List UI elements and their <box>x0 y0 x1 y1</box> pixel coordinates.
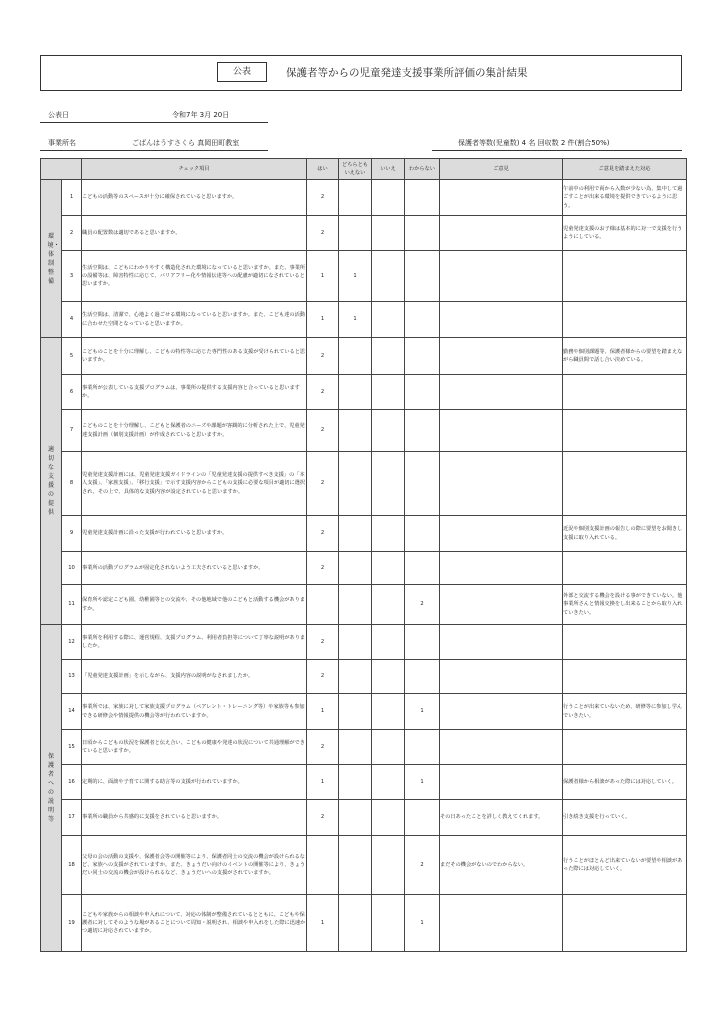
neither-count <box>339 694 372 730</box>
no-count <box>372 625 405 660</box>
opinion-text <box>440 552 563 585</box>
neither-count <box>339 625 372 660</box>
header-response: ご意見を踏まえた対応 <box>563 159 687 180</box>
neither-count <box>339 552 372 585</box>
response-text <box>563 452 687 516</box>
yes-count: 2 <box>307 338 339 375</box>
response-text: 近況や個別支援計画の報告しの際に要望をお聞きし支援に取り入れている。 <box>563 516 687 552</box>
row-number: 8 <box>62 452 82 516</box>
row-number: 1 <box>62 180 82 216</box>
check-item-text: 生活空間は、清潔で、心地よく過ごせる環境になっていると思いますか。また、こども達の活動に合わせた空間となっていると思いますか。 <box>82 302 307 338</box>
response-text <box>563 552 687 585</box>
response-text <box>563 302 687 338</box>
opinion-text <box>440 516 563 552</box>
no-count <box>372 375 405 410</box>
unknown-count <box>405 660 440 694</box>
yes-count: 2 <box>307 180 339 216</box>
row-number: 14 <box>62 694 82 730</box>
unknown-count <box>405 552 440 585</box>
check-item-text: 保育所や認定こども園、幼稚園等との交流や、その他地域で他のこどもと活動する機会がありますか。 <box>82 585 307 625</box>
header-check-item: チェック項目 <box>82 159 307 180</box>
no-count <box>372 552 405 585</box>
neither-count <box>339 452 372 516</box>
no-count <box>372 251 405 302</box>
yes-count: 2 <box>307 660 339 694</box>
check-item-text: こどもや家族からの相談や申入れについて、対応の体制が整備されているとともに、こどもや保護者に対してそのような場があることについて周知・説明され、相談や申入れをした際に迅速かつ適切に対応されていますか。 <box>82 895 307 952</box>
header-unknown: わからない <box>405 159 440 180</box>
opinion-text <box>440 180 563 216</box>
check-item-text: 職員の配置数は適切であると思いますか。 <box>82 216 307 251</box>
yes-count: 1 <box>307 251 339 302</box>
opinion-text: その日あったことを詳しく教えてくれます。 <box>440 800 563 836</box>
table-row <box>41 251 687 302</box>
category-label: 環境・体制整備 <box>47 232 60 285</box>
table-row <box>41 216 687 251</box>
unknown-count <box>405 375 440 410</box>
neither-count <box>339 375 372 410</box>
no-count <box>372 836 405 895</box>
row-number: 3 <box>62 251 82 302</box>
neither-count <box>339 585 372 625</box>
category-cell <box>41 625 62 952</box>
yes-count: 2 <box>307 552 339 585</box>
opinion-text <box>440 895 563 952</box>
response-text: 児童発達支援のお子様は基本的に対一で支援を行うようにしている。 <box>563 216 687 251</box>
response-text: 外部と交流する機会を設ける事ができていない。他事業所さんと情報交換をし出来ることから取り入れていきたい。 <box>563 585 687 625</box>
table-row <box>41 375 687 410</box>
response-text <box>563 730 687 765</box>
unknown-count <box>405 800 440 836</box>
response-text: 引き続き支援を行っていく。 <box>563 800 687 836</box>
no-count <box>372 216 405 251</box>
yes-count: 2 <box>307 625 339 660</box>
response-text: 行うことがほとんど出来ていないが要望や相談があった際には対応していく。 <box>563 836 687 895</box>
table-body <box>41 180 687 952</box>
unknown-count <box>405 338 440 375</box>
unknown-count <box>405 251 440 302</box>
neither-count <box>339 765 372 800</box>
publication-date-label: 公表日 <box>48 111 69 119</box>
response-text: 勤務や個別課題等、保護者様からの要望を踏まえながら職員間で話し合い決めている。 <box>563 338 687 375</box>
opinion-text <box>440 375 563 410</box>
unknown-count <box>405 180 440 216</box>
table-row <box>41 585 687 625</box>
opinion-text <box>440 585 563 625</box>
response-text <box>563 375 687 410</box>
header-yes: はい <box>307 159 339 180</box>
no-count <box>372 694 405 730</box>
check-item-text: 事業所の職員から共感的に支援をされていると思いますか。 <box>82 800 307 836</box>
table-row <box>41 660 687 694</box>
row-number: 5 <box>62 338 82 375</box>
check-item-text: 児童発達支援計画に沿った支援が行われていると思いますか。 <box>82 516 307 552</box>
yes-count: 1 <box>307 765 339 800</box>
response-text <box>563 410 687 452</box>
check-item-text: 「児童発達支援計画」を示しながら、支援内容の説明がなされましたか。 <box>82 660 307 694</box>
table-row <box>41 895 687 952</box>
table-row <box>41 625 687 660</box>
opinion-text <box>440 730 563 765</box>
neither-count: 1 <box>339 302 372 338</box>
check-item-text: こどものことを十分理解し、こどもと保護者のニーズや課題が客観的に分析された上で、児童発達支援計画（個別支援計画）が作成されていると思いますか。 <box>82 410 307 452</box>
respondent-underline <box>432 150 682 151</box>
response-text: 保護者様から相談があった際には対応していく。 <box>563 765 687 800</box>
yes-count: 1 <box>307 694 339 730</box>
header-row <box>41 159 687 180</box>
office-name-label: 事業所名 <box>48 139 76 147</box>
office-underline <box>40 150 268 151</box>
neither-count <box>339 800 372 836</box>
row-number: 4 <box>62 302 82 338</box>
row-number: 7 <box>62 410 82 452</box>
unknown-count <box>405 216 440 251</box>
opinion-text <box>440 452 563 516</box>
unknown-count: 1 <box>405 765 440 800</box>
opinion-text <box>440 251 563 302</box>
document-title: 保護者等からの児童発達支援事業所評価の集計結果 <box>286 67 528 79</box>
category-label: 適切な支援の提供 <box>47 446 54 516</box>
table-row <box>41 410 687 452</box>
neither-count <box>339 338 372 375</box>
response-text <box>563 251 687 302</box>
unknown-count <box>405 302 440 338</box>
unknown-count <box>405 452 440 516</box>
response-text <box>563 895 687 952</box>
evaluation-table <box>40 158 687 952</box>
neither-count <box>339 660 372 694</box>
row-number: 6 <box>62 375 82 410</box>
table-row <box>41 516 687 552</box>
yes-count <box>307 836 339 895</box>
opinion-text <box>440 694 563 730</box>
check-item-text: こどもの活動等のスペースが十分に確保されていると思いますか。 <box>82 180 307 216</box>
header-blank <box>41 159 82 180</box>
no-count <box>372 800 405 836</box>
unknown-count <box>405 410 440 452</box>
no-count <box>372 180 405 216</box>
opinion-text <box>440 765 563 800</box>
opinion-text <box>440 625 563 660</box>
publication-label: 公表 <box>217 62 267 82</box>
no-count <box>372 660 405 694</box>
yes-count <box>307 585 339 625</box>
check-item-text: 児童発達支援計画には、児童発達支援ガイドラインの「児童発達支援の提供すべき支援」の「本人支援」、「家族支援」、「移行支援」で示す支援内容からこどもの支援に必要な項目が適切に選択され、その上で、具体的な支援内容が設定されていると思いますか。 <box>82 452 307 516</box>
row-number: 18 <box>62 836 82 895</box>
check-item-text: 日頃からこどもの状況を保護者と伝え合い、こどもの健康や発達の状況について共通理解ができていると思いますか。 <box>82 730 307 765</box>
response-text <box>563 625 687 660</box>
header-no: いいえ <box>372 159 405 180</box>
check-item-text: 定期的に、面談や子育てに関する助言等の支援が行われていますか。 <box>82 765 307 800</box>
neither-count <box>339 836 372 895</box>
unknown-count <box>405 625 440 660</box>
row-number: 13 <box>62 660 82 694</box>
neither-count <box>339 216 372 251</box>
title-box <box>40 55 682 91</box>
no-count <box>372 765 405 800</box>
table-row <box>41 552 687 585</box>
table-row <box>41 452 687 516</box>
header-opinion: ご意見 <box>440 159 563 180</box>
check-item-text: 父母の会の活動の支援や、保護者会等の開催等により、保護者同士の交流の機会が設けられるなど、家族への支援がされていますか。また、きょうだい向けのイベントの開催等により、きょうだい同士の交流の機会が設けられるなど、きょうだいへの支援がされていますか。 <box>82 836 307 895</box>
header-neither: どちらとも いえない <box>339 159 372 180</box>
yes-count: 2 <box>307 410 339 452</box>
row-number: 10 <box>62 552 82 585</box>
no-count <box>372 302 405 338</box>
row-number: 2 <box>62 216 82 251</box>
row-number: 16 <box>62 765 82 800</box>
check-item-text: 事業所を利用する際に、運営規程、支援プログラム、利用者負担等について丁寧な説明がありましたか。 <box>82 625 307 660</box>
table-row <box>41 694 687 730</box>
neither-count <box>339 895 372 952</box>
no-count <box>372 452 405 516</box>
yes-count: 2 <box>307 516 339 552</box>
table-row <box>41 836 687 895</box>
yes-count: 2 <box>307 730 339 765</box>
check-item-text: こどものことを十分に理解し、こどもの特性等に応じた専門性のある支援が受けられていると思いますか。 <box>82 338 307 375</box>
opinion-text <box>440 338 563 375</box>
row-number: 9 <box>62 516 82 552</box>
respondent-count: 保護者等数(児童数) 4 名 回収数 2 件(割合50%) <box>458 139 610 147</box>
neither-count <box>339 180 372 216</box>
check-item-text: 事業所では、家族に対して家族支援プログラム（ペアレント・トレーニング等）や家族等も参加できる研修会や情報提供の機会等が行われていますか。 <box>82 694 307 730</box>
response-text <box>563 660 687 694</box>
neither-count <box>339 516 372 552</box>
no-count <box>372 338 405 375</box>
opinion-text <box>440 660 563 694</box>
opinion-text: まだその機会がないのでわからない。 <box>440 836 563 895</box>
check-item-text: 事業所が公表している支援プログラムは、事業所の提供する支援内容と合っていると思いますか。 <box>82 375 307 410</box>
row-number: 17 <box>62 800 82 836</box>
row-number: 11 <box>62 585 82 625</box>
date-underline <box>40 122 268 123</box>
category-cell <box>41 180 62 338</box>
opinion-text <box>440 216 563 251</box>
no-count <box>372 730 405 765</box>
table-row <box>41 730 687 765</box>
neither-count <box>339 410 372 452</box>
unknown-count: 1 <box>405 895 440 952</box>
yes-count: 2 <box>307 800 339 836</box>
yes-count: 1 <box>307 302 339 338</box>
no-count <box>372 516 405 552</box>
check-item-text: 生活空間は、こどもにわかりやすく構造化された環境になっていると思いますか。また、事業所の設備等は、障害特性に応じて、バリアフリー化や情報伝達等への配慮が適切になされていると思いますか。 <box>82 251 307 302</box>
opinion-text <box>440 410 563 452</box>
response-text: 行うことが出来ていないため、研修等に参加し学んでいきたい。 <box>563 694 687 730</box>
unknown-count <box>405 516 440 552</box>
office-name-value: ごばんはうすさくら 真岡田町教室 <box>132 139 240 147</box>
row-number: 19 <box>62 895 82 952</box>
unknown-count: 2 <box>405 585 440 625</box>
yes-count: 2 <box>307 452 339 516</box>
neither-count: 1 <box>339 251 372 302</box>
no-count <box>372 895 405 952</box>
unknown-count: 2 <box>405 836 440 895</box>
yes-count: 2 <box>307 216 339 251</box>
table-row <box>41 338 687 375</box>
category-label: 保護者への説明等 <box>47 753 54 823</box>
no-count <box>372 585 405 625</box>
response-text: 午前中の利用で両から入数が少ない為、集中して過ごすことが出来る環境を提供できているように思う。 <box>563 180 687 216</box>
no-count <box>372 410 405 452</box>
table-row <box>41 180 687 216</box>
category-cell <box>41 338 62 625</box>
yes-count: 2 <box>307 375 339 410</box>
row-number: 12 <box>62 625 82 660</box>
yes-count: 1 <box>307 895 339 952</box>
publication-date-value: 令和7年 3月 20日 <box>172 111 230 119</box>
check-item-text: 事業所の活動プログラムが固定化されないよう工夫されていると思いますか。 <box>82 552 307 585</box>
table-row <box>41 800 687 836</box>
table-row <box>41 302 687 338</box>
neither-count <box>339 730 372 765</box>
unknown-count <box>405 730 440 765</box>
row-number: 15 <box>62 730 82 765</box>
table-row <box>41 765 687 800</box>
opinion-text <box>440 302 563 338</box>
unknown-count: 1 <box>405 694 440 730</box>
